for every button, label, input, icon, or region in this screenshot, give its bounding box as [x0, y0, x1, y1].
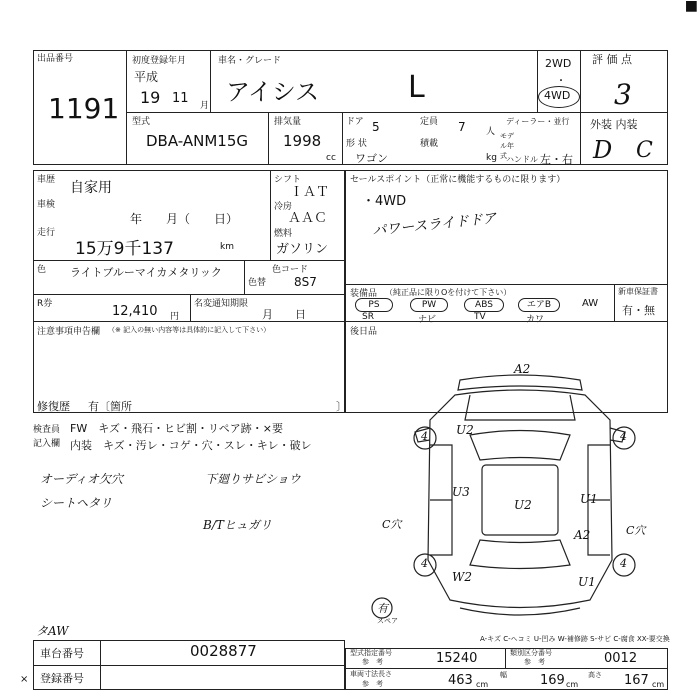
repair-close: 〕 [336, 400, 347, 413]
x-mark: × [20, 674, 29, 685]
lot-number: 1191 [48, 92, 120, 125]
load-label: 積載 [420, 139, 439, 149]
exterior-grade: D [593, 136, 613, 164]
aw-note: タAW [36, 624, 69, 638]
handle-label: ハンドル [506, 155, 538, 164]
doors: 5 [372, 120, 380, 134]
grade: L [408, 70, 425, 105]
drive-4wd: 4WD [544, 89, 571, 102]
note-bt: B/Tヒュガリ [203, 518, 272, 532]
wheel-mark-rr: 4 [620, 557, 627, 570]
repair-label: 修復歴 [37, 400, 70, 413]
color-label: 色 [37, 265, 47, 275]
model-cat-label: 型式指定番号 [350, 649, 392, 657]
body-shape: ワゴン [355, 152, 388, 165]
fuel: ガソリン [276, 242, 329, 257]
ac: ＡＡＣ [288, 211, 328, 226]
class-label: 類別区分番号 [510, 649, 552, 657]
sales-title: セールスポイント（正常に機能するものに限ります） [350, 175, 566, 185]
repair-value: 有〔箇所 [88, 400, 132, 413]
mileage: 15万9千137 [75, 239, 174, 259]
wheel-mark-fr: 4 [620, 430, 627, 443]
chassis-number: 0028877 [190, 642, 257, 660]
mark-u1-right: U1 [580, 492, 598, 506]
model-cat: 15240 [436, 651, 478, 666]
color-change-label: 色替 [248, 278, 267, 288]
interior-grade: C [636, 138, 653, 163]
wheel-mark-rl: 4 [421, 557, 428, 570]
inspector-line-2: 内装 キズ・汚レ・コゲ・穴・スレ・キレ・破レ [70, 439, 312, 452]
equip-aw: AW [582, 298, 599, 309]
inspection-value: 年 月（ 日） [130, 212, 239, 226]
equip-abs: ABS [464, 298, 504, 312]
inspection-label: 車検 [37, 200, 56, 210]
length: 463 [448, 673, 473, 688]
kg-unit: kg [486, 153, 497, 163]
equipment-label: 装備品 [350, 289, 378, 299]
spare-mark: 有 [377, 602, 388, 615]
damage-legend: A-キズ C-ヘコミ U-凹み W-補修跡 S-サビ C-腐食 XX-要交換 [480, 635, 670, 643]
model-label: 型式 [132, 117, 151, 127]
corner-mark: ■ [684, 0, 698, 14]
reg-year: 19 [140, 88, 161, 107]
name-grade-label: 車名・グレード [218, 56, 282, 66]
dealer-label: ディーラー・並行 [506, 117, 570, 126]
tax-amount: 12,410 [112, 304, 158, 319]
shift: ＩＡＴ [290, 185, 330, 200]
mark-w2: W2 [452, 570, 472, 584]
mark-u3: U3 [452, 485, 470, 499]
equip-tv: TV [474, 312, 486, 322]
equip-navi: ナビ [418, 315, 437, 325]
ac-label: 冷房 [274, 202, 293, 212]
mark-a2-right: A2 [574, 528, 591, 542]
capacity: 7 [458, 120, 466, 134]
height: 167 [624, 673, 649, 688]
tax-label: R券 [37, 299, 53, 309]
mark-u2-left: U2 [456, 423, 474, 437]
registration-label: 登録番号 [40, 672, 84, 685]
ext-int-label: 外装 内装 [590, 118, 638, 131]
equip-leather: カワ [526, 315, 545, 325]
equipment-note: （純正品に限りOを付けて下さい） [385, 288, 512, 297]
notes-note: （※ 記入の無い内容等は具体的に記入して下さい） [108, 326, 271, 334]
color-code-label: 色コード [272, 265, 309, 275]
equip-airbag: エアB [518, 298, 560, 312]
cc-unit: cc [326, 153, 336, 163]
displacement: 1998 [283, 132, 322, 150]
shift-label: シフト [274, 175, 302, 185]
class-number: 0012 [604, 651, 638, 666]
model-cat-sub: 参 考 [362, 658, 383, 666]
note-underbody: 下廻りサビショウ [205, 472, 301, 486]
width-unit: cm [566, 680, 579, 689]
mark-c-left: C穴 [382, 518, 402, 531]
note-seat: シートヘタリ [40, 496, 113, 510]
model-year-label: モデル年式 [500, 132, 514, 160]
equip-sr: SR [362, 312, 374, 322]
spare-label: スペア [377, 617, 398, 625]
drive-2wd: 2WD [545, 57, 572, 70]
person-unit: 人 [486, 127, 496, 137]
class-sub: 参 考 [524, 658, 545, 666]
note-audio: オーディオ欠穴 [40, 472, 124, 486]
wheel-mark-fl: 4 [421, 430, 428, 443]
usage-label: 車歴 [37, 175, 56, 185]
sales-point-2: パワースライドドア [371, 210, 498, 240]
era: 平成 [134, 70, 159, 84]
doors-label: ドア [346, 117, 364, 127]
usage: 自家用 [70, 180, 112, 196]
mark-u1-bottom: U1 [578, 575, 596, 589]
color-code: 8S7 [294, 275, 317, 289]
mileage-label: 走行 [37, 228, 56, 238]
inspector-record-label: 記入欄 [33, 439, 61, 449]
dim-sub: 参 考 [362, 680, 383, 688]
steering: 左・右 [540, 153, 573, 166]
dim-label: 車両寸法長さ [350, 670, 392, 678]
displacement-label: 排気量 [274, 117, 302, 127]
length-unit: cm [476, 680, 489, 689]
height-label: 高さ [588, 671, 602, 679]
mark-u2-center: U2 [514, 498, 532, 512]
score: 3 [614, 78, 632, 111]
warranty-label: 新車保証書 [618, 287, 658, 296]
equip-pw: PW [410, 298, 448, 312]
sales-point-1: ・4WD [362, 194, 407, 209]
fuel-label: 燃料 [274, 229, 293, 239]
shape-label: 形 状 [346, 139, 367, 149]
lot-label: 出品番号 [37, 54, 74, 64]
first-reg-label: 初度登録年月 [132, 56, 187, 66]
model-code: DBA-ANM15G [146, 132, 248, 150]
score-label: 評 価 点 [592, 53, 632, 66]
yen-unit: 円 [170, 312, 180, 322]
capacity-label: 定員 [420, 117, 439, 127]
later-label: 後日品 [350, 327, 378, 337]
car-name: アイシス [226, 78, 320, 106]
warranty-value: 有・無 [622, 304, 655, 317]
width-label: 幅 [500, 671, 507, 679]
height-unit: cm [652, 680, 665, 689]
color: ライトブルーマイカメタリック [70, 266, 222, 279]
reg-month: 11 [172, 91, 189, 106]
equip-ps: PS [355, 298, 393, 312]
notes-label: 注意事項申告欄 [37, 327, 101, 337]
width: 169 [540, 673, 565, 688]
km-unit: km [220, 242, 234, 252]
inspector-check-label: 検査員 [33, 425, 61, 435]
mark-c-right: C穴 [626, 524, 646, 537]
mark-a2-top: A2 [514, 362, 531, 376]
nameplate-value: 月 日 [262, 308, 306, 321]
inspector-line-1: FW キズ・飛石・ヒビ割・リペア跡・×要 [70, 422, 283, 435]
chassis-label: 車台番号 [40, 647, 84, 660]
nameplate-label: 名変通知期限 [194, 299, 249, 309]
month-unit: 月 [200, 101, 210, 111]
